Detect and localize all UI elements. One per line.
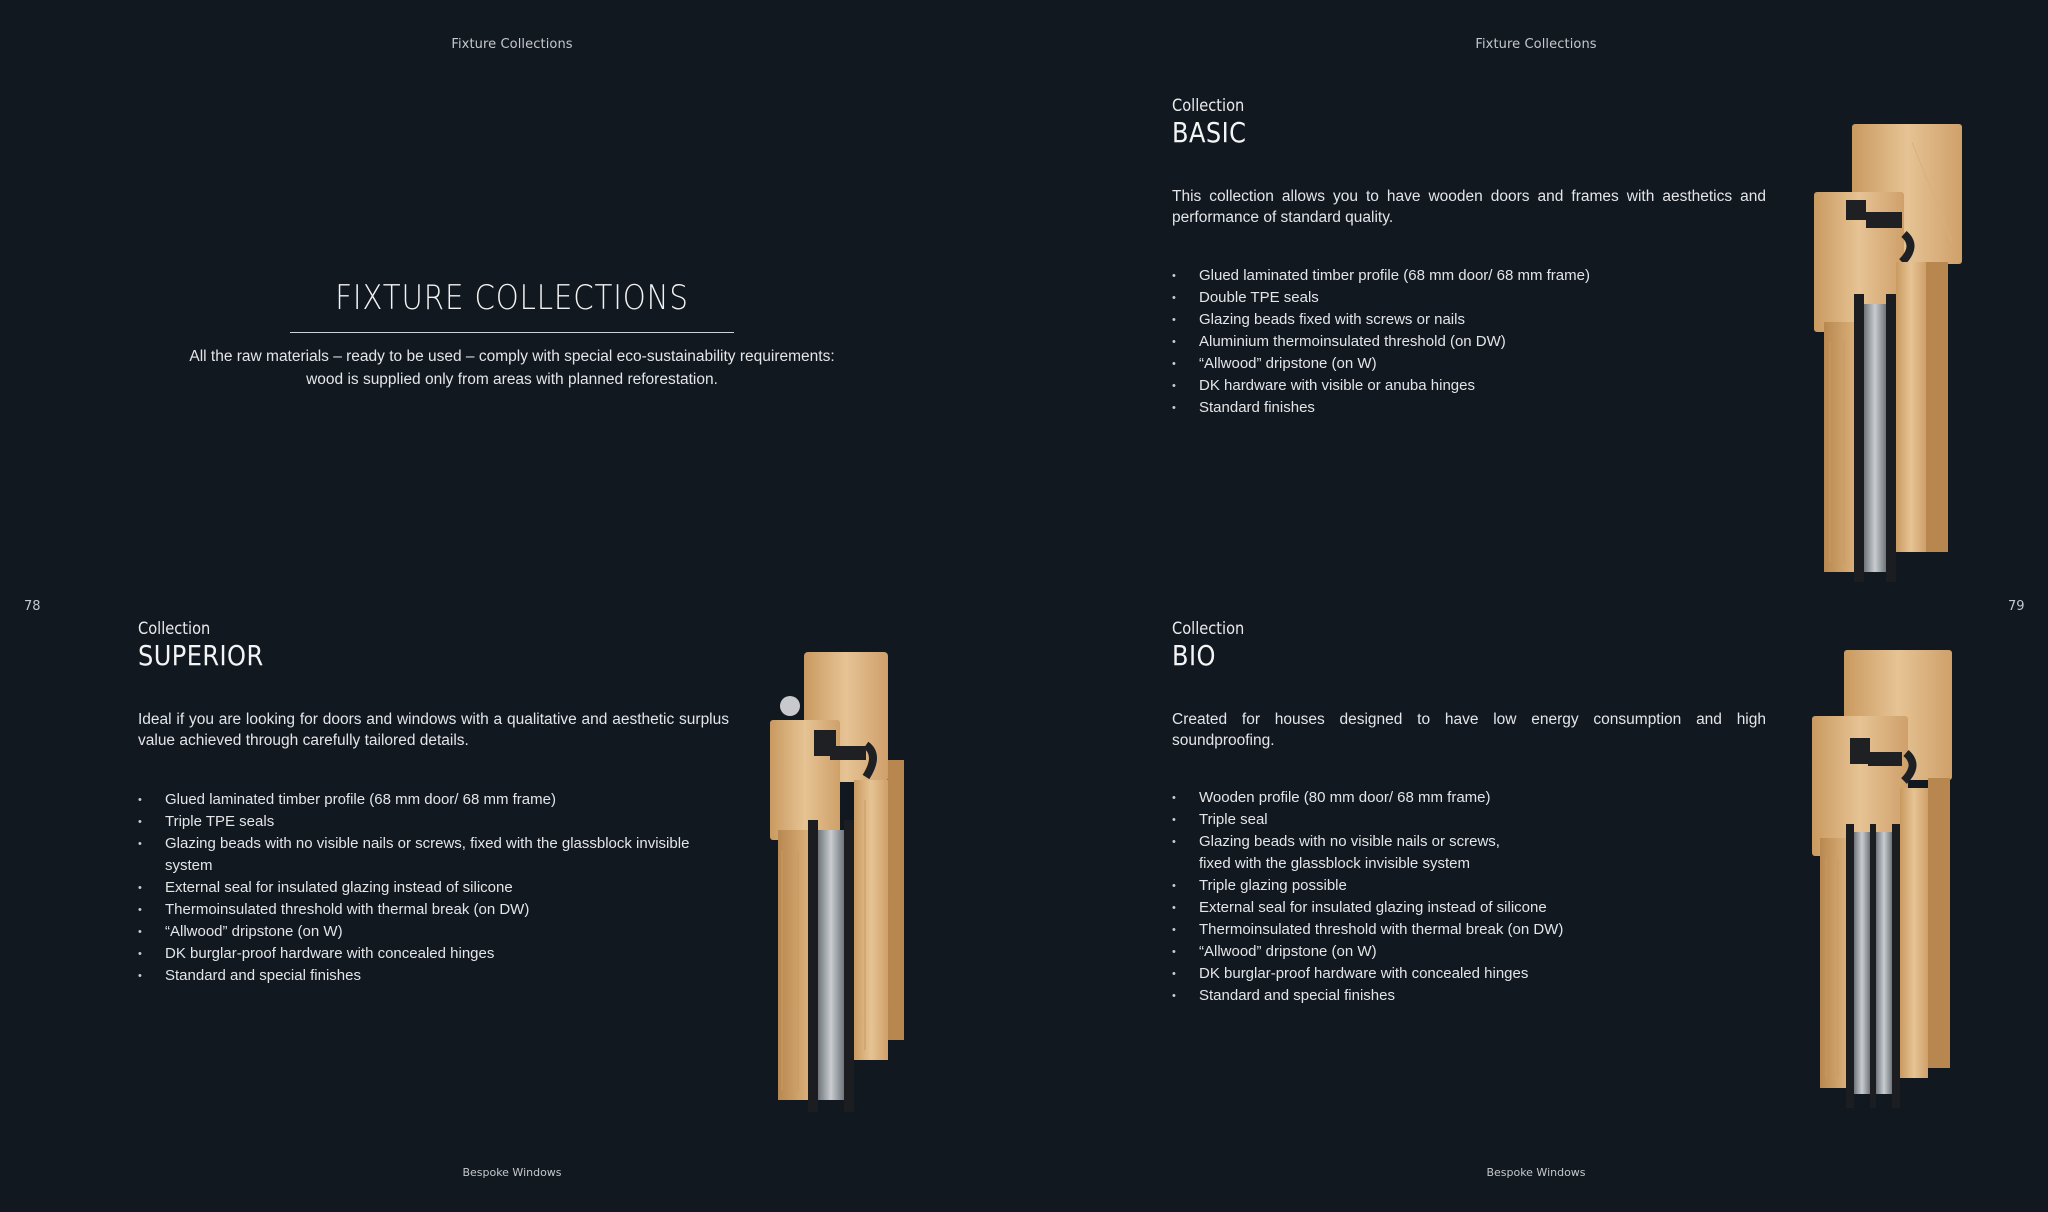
- list-item: • Glazing beads with no visible nails or screws, fixed with the glassblock invisible system: [138, 833, 738, 877]
- collection-name-bio: BIO: [1172, 639, 1216, 672]
- list-item: • Triple TPE seals: [138, 811, 738, 833]
- list-item: • “Allwood” dripstone (on W): [1172, 353, 1772, 375]
- collection-description-basic: This collection allows you to have wooden doors and frames with aesthetics and performance of standard quality.: [1172, 188, 1766, 226]
- feature-list-superior: [138, 789, 738, 987]
- list-item: • Triple glazing possible: [1172, 875, 1772, 897]
- list-item: • Glued laminated timber profile (68 mm door/ 68 mm frame): [138, 789, 738, 811]
- list-item: • Aluminium thermoinsulated threshold (on DW): [1172, 331, 1772, 353]
- page-number-right: 79: [2008, 599, 2025, 614]
- list-item: • Wooden profile (80 mm door/ 68 mm frame): [1172, 787, 1772, 809]
- list-item: • DK burglar-proof hardware with concealed hinges: [138, 943, 738, 965]
- feature-list-bio: [1172, 787, 1772, 1007]
- list-item: • External seal for insulated glazing instead of silicone: [138, 877, 738, 899]
- collection-name-superior: SUPERIOR: [138, 639, 264, 672]
- list-item: • Standard and special finishes: [138, 965, 738, 987]
- list-item: • Glazing beads with no visible nails or screws,: [1172, 831, 1772, 853]
- collection-name-basic: BASIC: [1172, 116, 1247, 149]
- intro-text: [142, 345, 882, 391]
- list-item: • Glued laminated timber profile (68 mm door/ 68 mm frame): [1172, 265, 1772, 287]
- right-page-footer: Bespoke Windows: [1486, 1166, 1586, 1179]
- collection-description-bio: Created for houses designed to have low energy consumption and high soundproofing.: [1172, 711, 1766, 749]
- bio-window-profile-image: [1810, 648, 1966, 1110]
- left-page-footer: Bespoke Windows: [462, 1166, 562, 1179]
- list-item: • DK hardware with visible or anuba hinges: [1172, 375, 1772, 397]
- right-page-header: Fixture Collections: [1475, 37, 1597, 52]
- list-item: • Double TPE seals: [1172, 287, 1772, 309]
- intro-line-2: wood is supplied only from areas with planned reforestation.: [306, 371, 718, 388]
- collection-label-bio: Collection: [1172, 619, 1245, 639]
- intro-line-1: All the raw materials – ready to be used – comply with special eco-sustainability requirements:: [189, 348, 835, 365]
- page-number-left: 78: [24, 599, 41, 614]
- list-item: • Standard and special finishes: [1172, 985, 1772, 1007]
- collection-description-superior: Ideal if you are looking for doors and windows with a qualitative and aesthetic surplus value achieved through carefully tailored details.: [138, 711, 729, 749]
- title-divider: [290, 332, 734, 333]
- feature-list-basic: [1172, 265, 1772, 419]
- list-item: • Glazing beads fixed with screws or nails: [1172, 309, 1772, 331]
- basic-window-profile-image: [1812, 122, 1968, 584]
- list-item: • Standard finishes: [1172, 397, 1772, 419]
- superior-window-profile-image: [770, 650, 920, 1115]
- list-item: • External seal for insulated glazing instead of silicone: [1172, 897, 1772, 919]
- page-title: FIXTURE COLLECTIONS: [335, 278, 689, 318]
- list-item: • “Allwood” dripstone (on W): [138, 921, 738, 943]
- collection-label-superior: Collection: [138, 619, 211, 639]
- list-item: • Triple seal: [1172, 809, 1772, 831]
- collection-label-basic: Collection: [1172, 96, 1245, 116]
- list-item: • DK burglar-proof hardware with concealed hinges: [1172, 963, 1772, 985]
- left-page-header: Fixture Collections: [451, 37, 573, 52]
- list-item: • “Allwood” dripstone (on W): [1172, 941, 1772, 963]
- list-item: • Thermoinsulated threshold with thermal break (on DW): [1172, 919, 1772, 941]
- list-item: • Thermoinsulated threshold with thermal break (on DW): [138, 899, 738, 921]
- list-item: fixed with the glassblock invisible system: [1199, 855, 1470, 872]
